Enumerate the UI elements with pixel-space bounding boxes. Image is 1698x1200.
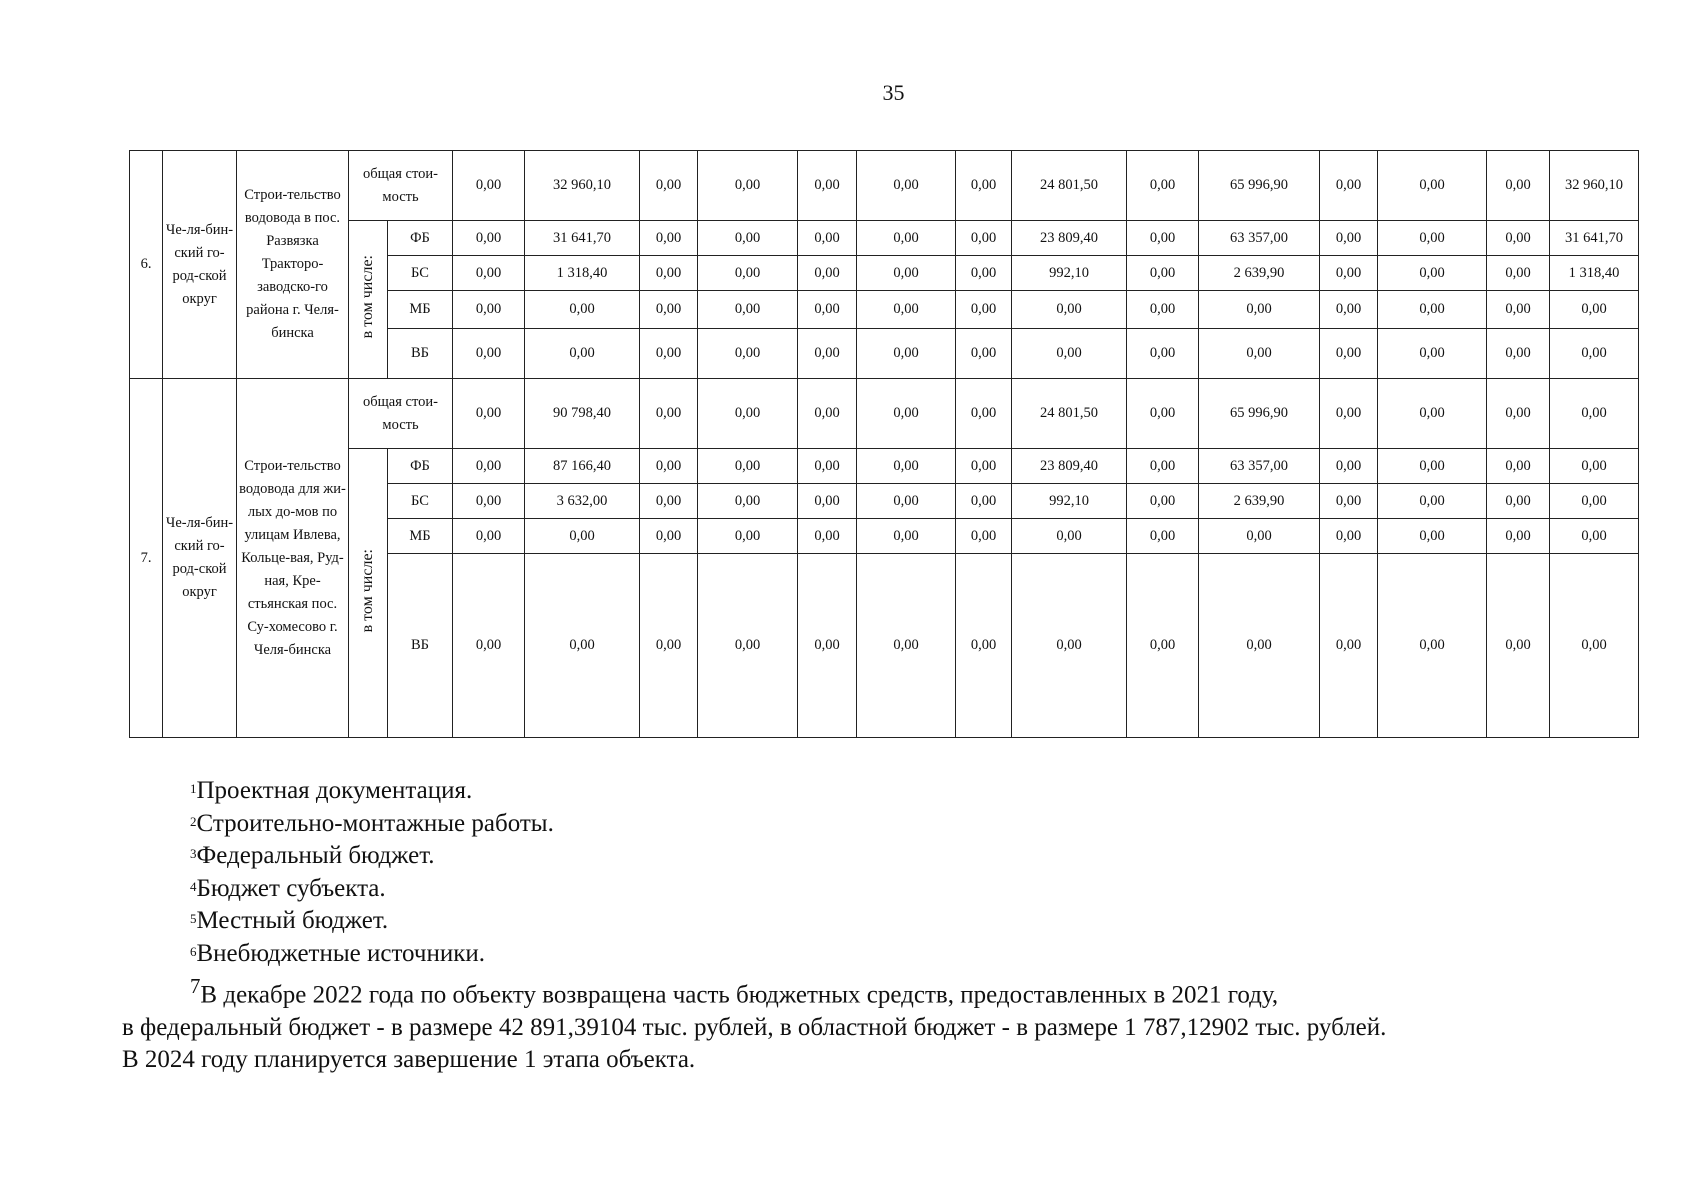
value-cell: 0,00 — [525, 554, 640, 738]
value-cell: 63 357,00 — [1199, 221, 1320, 256]
value-cell: 0,00 — [1550, 291, 1639, 329]
value-cell: 0,00 — [798, 291, 857, 329]
value-cell: 0,00 — [956, 379, 1012, 449]
value-cell: 0,00 — [1378, 256, 1487, 291]
value-cell: 0,00 — [1487, 151, 1550, 221]
value-cell: 24 801,50 — [1012, 379, 1127, 449]
value-cell: 0,00 — [1487, 221, 1550, 256]
value-cell: 0,00 — [1378, 221, 1487, 256]
value-cell: 3 632,00 — [525, 484, 640, 519]
value-cell: 0,00 — [1320, 554, 1378, 738]
value-cell: 0,00 — [1320, 151, 1378, 221]
value-cell: 0,00 — [1320, 291, 1378, 329]
row-number: 7. — [130, 379, 163, 738]
value-cell: 0,00 — [453, 329, 525, 379]
value-cell: 31 641,70 — [1550, 221, 1639, 256]
budget-code: ФБ — [388, 221, 453, 256]
footnote-mark: 7 — [190, 974, 201, 998]
table-row — [130, 151, 1639, 221]
value-cell: 0,00 — [798, 379, 857, 449]
value-cell: 0,00 — [453, 221, 525, 256]
value-cell: 0,00 — [1378, 449, 1487, 484]
value-cell: 0,00 — [1550, 329, 1639, 379]
value-cell: 0,00 — [857, 291, 956, 329]
value-cell: 0,00 — [1127, 554, 1199, 738]
value-cell: 0,00 — [1127, 291, 1199, 329]
value-cell: 0,00 — [453, 256, 525, 291]
value-cell: 0,00 — [1487, 519, 1550, 554]
value-cell: 65 996,90 — [1199, 151, 1320, 221]
value-cell: 0,00 — [798, 484, 857, 519]
value-cell: 0,00 — [698, 379, 798, 449]
value-cell: 1 318,40 — [525, 256, 640, 291]
value-cell: 0,00 — [453, 379, 525, 449]
value-cell: 0,00 — [857, 379, 956, 449]
value-cell: 0,00 — [698, 256, 798, 291]
value-cell: 0,00 — [798, 554, 857, 738]
value-cell: 0,00 — [857, 449, 956, 484]
value-cell: 0,00 — [857, 484, 956, 519]
budget-table — [129, 150, 1639, 738]
budget-code: ВБ — [388, 329, 453, 379]
value-cell: 0,00 — [1127, 256, 1199, 291]
value-cell: 0,00 — [525, 519, 640, 554]
value-cell: 0,00 — [1378, 554, 1487, 738]
footnote-text: Федеральный бюджет. — [196, 842, 435, 869]
value-cell: 0,00 — [956, 151, 1012, 221]
budget-code: БС — [388, 256, 453, 291]
value-cell: 992,10 — [1012, 484, 1127, 519]
value-cell: 0,00 — [1487, 554, 1550, 738]
value-cell: 23 809,40 — [1012, 449, 1127, 484]
budget-code: МБ — [388, 519, 453, 554]
value-cell: 0,00 — [1487, 256, 1550, 291]
value-cell: 23 809,40 — [1012, 221, 1127, 256]
value-cell: 0,00 — [1012, 329, 1127, 379]
value-cell: 0,00 — [857, 329, 956, 379]
value-cell: 0,00 — [640, 151, 698, 221]
including-label-cell — [349, 449, 388, 738]
budget-code: ФБ — [388, 449, 453, 484]
value-cell: 0,00 — [956, 291, 1012, 329]
footnote — [122, 808, 1602, 841]
value-cell: 0,00 — [525, 329, 640, 379]
footnote-7 — [122, 970, 1602, 1077]
value-cell: 0,00 — [1320, 379, 1378, 449]
value-cell: 0,00 — [798, 151, 857, 221]
value-cell: 0,00 — [956, 484, 1012, 519]
value-cell: 0,00 — [857, 256, 956, 291]
value-cell: 0,00 — [1487, 484, 1550, 519]
including-label: в том числе: — [359, 548, 376, 633]
value-cell: 0,00 — [698, 484, 798, 519]
value-cell: 0,00 — [640, 329, 698, 379]
value-cell: 0,00 — [1378, 484, 1487, 519]
value-cell: 63 357,00 — [1199, 449, 1320, 484]
footnote-mark: 4 — [190, 878, 197, 894]
value-cell: 0,00 — [857, 221, 956, 256]
value-cell: 0,00 — [798, 519, 857, 554]
value-cell: 0,00 — [1199, 519, 1320, 554]
value-cell: 0,00 — [1320, 484, 1378, 519]
value-cell: 0,00 — [640, 554, 698, 738]
value-cell: 0,00 — [453, 151, 525, 221]
footnote-7-line-2: в федеральный бюджет - в размере 42 891,39104 тыс. рублей, в областной бюджет - в размере 1 787,12902 тыс. рублей. — [122, 1013, 1387, 1041]
value-cell: 0,00 — [798, 221, 857, 256]
value-cell: 24 801,50 — [1012, 151, 1127, 221]
value-cell: 2 639,90 — [1199, 256, 1320, 291]
value-cell: 0,00 — [1487, 329, 1550, 379]
value-cell: 0,00 — [698, 554, 798, 738]
value-cell: 0,00 — [698, 329, 798, 379]
footnote — [122, 840, 1602, 873]
footnote-7-line-1: В декабре 2022 года по объекту возвращена часть бюджетных средств, предоставленных в 2021 году, — [200, 981, 1279, 1009]
value-cell: 0,00 — [1487, 291, 1550, 329]
object-cell: Строи-тельство водовода в пос. Развязка Тракторо-заводско-го района г. Челя-бинска — [237, 151, 349, 379]
footnotes — [122, 775, 1602, 1077]
value-cell: 0,00 — [453, 554, 525, 738]
value-cell: 0,00 — [1199, 291, 1320, 329]
including-label: в том числе: — [359, 255, 376, 339]
value-cell: 0,00 — [698, 221, 798, 256]
table-row — [130, 379, 1639, 449]
value-cell: 31 641,70 — [525, 221, 640, 256]
value-cell: 0,00 — [1378, 329, 1487, 379]
value-cell: 0,00 — [640, 484, 698, 519]
budget-code: ВБ — [388, 554, 453, 738]
footnote-text: Строительно-монтажные работы. — [196, 809, 554, 837]
value-cell: 0,00 — [698, 151, 798, 221]
value-cell: 0,00 — [1550, 449, 1639, 484]
footnote-text: Проектная документация. — [196, 777, 473, 804]
object-cell: Строи-тельство водовода для жи-лых до-мов по улицам Ивлева, Кольце-вая, Руд-ная, Кре-стьянская пос. Су-хомесово г. Челя-бинска — [237, 379, 349, 738]
value-cell: 0,00 — [698, 449, 798, 484]
value-cell: 1 318,40 — [1550, 256, 1639, 291]
value-cell: 0,00 — [1127, 449, 1199, 484]
value-cell: 0,00 — [1127, 329, 1199, 379]
value-cell: 0,00 — [525, 291, 640, 329]
including-label-cell — [349, 221, 388, 379]
footnote — [122, 775, 1602, 808]
value-cell: 0,00 — [1378, 379, 1487, 449]
value-cell: 0,00 — [798, 329, 857, 379]
value-cell: 0,00 — [857, 519, 956, 554]
value-cell: 0,00 — [1378, 291, 1487, 329]
value-cell: 0,00 — [1012, 291, 1127, 329]
value-cell: 0,00 — [1320, 519, 1378, 554]
value-cell: 0,00 — [857, 554, 956, 738]
value-cell: 0,00 — [698, 519, 798, 554]
value-cell: 0,00 — [1320, 449, 1378, 484]
footnote-mark: 3 — [190, 846, 197, 861]
value-cell: 0,00 — [1012, 554, 1127, 738]
value-cell: 0,00 — [1320, 329, 1378, 379]
value-cell: 0,00 — [1199, 329, 1320, 379]
value-cell: 0,00 — [857, 151, 956, 221]
value-cell: 0,00 — [1320, 221, 1378, 256]
value-cell: 0,00 — [1550, 554, 1639, 738]
row-number: 6. — [130, 151, 163, 379]
total-cost-label: общая стои-мость — [349, 379, 453, 449]
value-cell: 0,00 — [698, 291, 798, 329]
footnote-text: Местный бюджет. — [196, 907, 389, 934]
value-cell: 0,00 — [1378, 519, 1487, 554]
value-cell: 0,00 — [1487, 379, 1550, 449]
value-cell: 0,00 — [1199, 554, 1320, 738]
value-cell: 0,00 — [1127, 519, 1199, 554]
value-cell: 992,10 — [1012, 256, 1127, 291]
value-cell: 65 996,90 — [1199, 379, 1320, 449]
value-cell: 0,00 — [640, 449, 698, 484]
footnote-text: Внебюджетные источники. — [196, 939, 486, 967]
value-cell: 0,00 — [956, 221, 1012, 256]
value-cell: 0,00 — [1378, 151, 1487, 221]
value-cell: 0,00 — [640, 221, 698, 256]
value-cell: 0,00 — [956, 256, 1012, 291]
table-row — [130, 449, 1639, 484]
value-cell: 0,00 — [1012, 519, 1127, 554]
value-cell: 0,00 — [453, 291, 525, 329]
value-cell: 0,00 — [1127, 484, 1199, 519]
budget-code: МБ — [388, 291, 453, 329]
footnote-mark: 6 — [190, 943, 197, 959]
value-cell: 0,00 — [956, 329, 1012, 379]
municipality-cell: Че-ля-бин-ский го-род-ской округ — [163, 151, 237, 379]
value-cell: 0,00 — [453, 484, 525, 519]
value-cell: 0,00 — [956, 449, 1012, 484]
value-cell: 0,00 — [453, 449, 525, 484]
value-cell: 0,00 — [798, 256, 857, 291]
value-cell: 0,00 — [956, 554, 1012, 738]
footnote-mark: 2 — [190, 813, 197, 829]
value-cell: 0,00 — [453, 519, 525, 554]
value-cell: 0,00 — [1127, 221, 1199, 256]
value-cell: 0,00 — [1550, 484, 1639, 519]
footnote — [122, 873, 1602, 906]
value-cell: 0,00 — [1127, 151, 1199, 221]
value-cell: 90 798,40 — [525, 379, 640, 449]
value-cell: 2 639,90 — [1199, 484, 1320, 519]
footnote — [122, 938, 1602, 971]
footnote-text: Бюджет субъекта. — [196, 874, 386, 902]
value-cell: 0,00 — [798, 449, 857, 484]
budget-code: БС — [388, 484, 453, 519]
municipality-cell: Че-ля-бин-ский го-род-ской округ — [163, 379, 237, 738]
value-cell: 32 960,10 — [525, 151, 640, 221]
value-cell: 0,00 — [1127, 379, 1199, 449]
table-row — [130, 221, 1639, 256]
footnote-7-line-3: В 2024 году планируется завершение 1 этапа объекта. — [122, 1046, 696, 1074]
page-number: 35 — [882, 80, 905, 105]
value-cell: 0,00 — [1487, 449, 1550, 484]
value-cell: 0,00 — [956, 519, 1012, 554]
value-cell: 0,00 — [640, 519, 698, 554]
value-cell: 0,00 — [1320, 256, 1378, 291]
total-cost-label: общая стои-мость — [349, 151, 453, 221]
value-cell: 0,00 — [640, 291, 698, 329]
value-cell: 32 960,10 — [1550, 151, 1639, 221]
value-cell: 0,00 — [640, 256, 698, 291]
footnote — [122, 905, 1602, 938]
footnote-mark: 5 — [190, 911, 197, 926]
value-cell: 87 166,40 — [525, 449, 640, 484]
value-cell: 0,00 — [1550, 379, 1639, 449]
value-cell: 0,00 — [640, 379, 698, 449]
footnote-mark: 1 — [190, 781, 197, 796]
value-cell: 0,00 — [1550, 519, 1639, 554]
